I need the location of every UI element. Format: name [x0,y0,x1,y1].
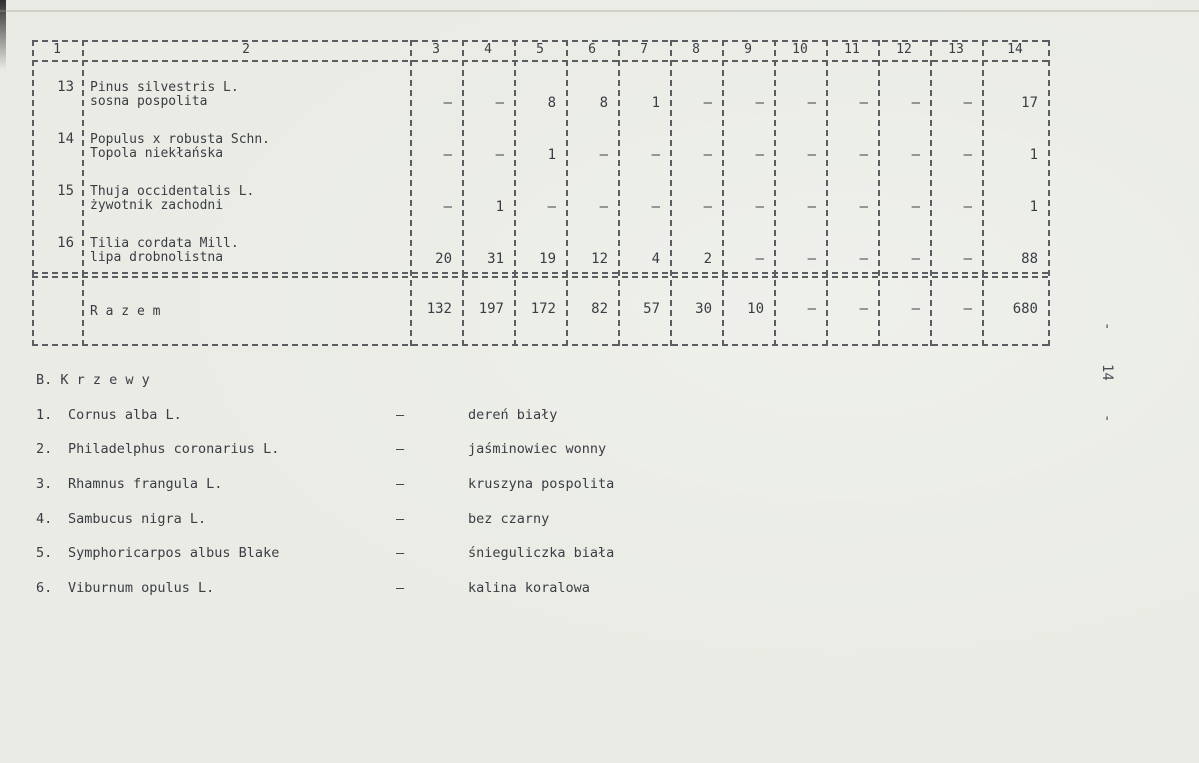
shrub-polish-name: śnieguliczka biała [468,545,615,561]
row-value-cell: – [807,199,816,215]
total-value-cell: 57 [643,301,660,317]
table-bottom-rule [32,344,1048,346]
row-value-cell: – [911,199,920,215]
shrub-item-number: 4. [36,511,53,527]
shrub-polish-name: jaśminowiec wonny [468,441,607,457]
row-value-cell: 1 [495,199,504,215]
column-number-header: 10 [792,42,808,57]
page-fold-line [0,10,1199,12]
row-value-cell: – [859,147,868,163]
shrub-item-number: 1. [36,407,53,423]
column-rule [774,40,776,346]
row-number: 16 [57,235,74,251]
row-value-cell: – [443,199,452,215]
row-value-cell: 31 [487,251,504,267]
row-value-cell: 8 [547,95,556,111]
row-value-cell: – [963,251,972,267]
column-number-header: 11 [844,42,860,57]
column-rule [722,40,724,346]
shrub-item-number: 3. [36,476,53,492]
total-value-cell: 680 [1012,301,1038,317]
section-b-heading: B. K r z e w y [36,372,150,388]
row-value-cell: 4 [651,251,660,267]
row-value-cell: – [651,199,660,215]
column-rule [1048,40,1050,346]
row-value-cell: 8 [599,95,608,111]
row-value-cell: 2 [703,251,712,267]
total-value-cell: 82 [591,301,608,317]
shrub-dash: – [396,511,405,527]
row-value-cell: 1 [651,95,660,111]
shrub-latin-name: Cornus alba L. [68,407,182,423]
column-rule [462,40,464,346]
column-rule [930,40,932,346]
species-polish-name: żywotnik zachodni [90,198,224,213]
shrub-latin-name: Symphoricarpos albus Blake [68,545,280,561]
row-value-cell: – [703,147,712,163]
column-rule [566,40,568,346]
column-rule [982,40,984,346]
shrub-item-number: 6. [36,580,53,596]
species-latin-name: Populus x robusta Schn. [90,132,271,147]
shrub-dash: – [396,580,405,596]
column-rule [514,40,516,346]
column-number-header: 9 [744,42,752,57]
column-number-header: 4 [484,42,492,57]
species-latin-name: Tilia cordata Mill. [90,236,239,251]
column-number-header: 6 [588,42,596,57]
shrub-latin-name: Philadelphus coronarius L. [68,441,280,457]
page-number-left: - [1099,322,1115,331]
row-value-cell: – [807,147,816,163]
row-value-cell: 1 [547,147,556,163]
total-row-label: R a z e m [90,304,161,319]
column-rule [826,40,828,346]
row-number: 13 [57,79,74,95]
column-rule [670,40,672,346]
row-value-cell: – [859,199,868,215]
column-number-header: 13 [948,42,964,57]
column-number-header: 12 [896,42,912,57]
species-latin-name: Thuja occidentalis L. [90,184,255,199]
row-value-cell: – [495,95,504,111]
row-value-cell: – [963,147,972,163]
row-value-cell: – [963,95,972,111]
row-value-cell: – [443,147,452,163]
row-value-cell: – [807,95,816,111]
column-number-header: 7 [640,42,648,57]
shrub-polish-name: bez czarny [468,511,550,527]
shrub-polish-name: kalina koralowa [468,580,590,596]
row-value-cell: – [755,147,764,163]
row-value-cell: 19 [539,251,556,267]
page-number [1097,322,1127,432]
total-value-cell: – [911,301,920,317]
row-value-cell: – [703,95,712,111]
shrub-item-number: 5. [36,545,53,561]
shrub-latin-name: Viburnum opulus L. [68,580,215,596]
column-number-header: 2 [242,42,250,57]
row-value-cell: – [911,95,920,111]
column-rule [82,40,84,346]
row-number: 14 [57,131,74,147]
species-polish-name: Topola niekłańska [90,146,224,161]
total-value-cell: – [859,301,868,317]
total-top-rule-double [32,276,1048,278]
column-number-header: 8 [692,42,700,57]
row-value-cell: 12 [591,251,608,267]
row-value-cell: – [547,199,556,215]
row-value-cell: 88 [1021,251,1038,267]
row-number: 15 [57,183,74,199]
row-value-cell: – [755,95,764,111]
column-rule [618,40,620,346]
total-value-cell: 30 [695,301,712,317]
row-value-cell: – [963,199,972,215]
species-polish-name: lipa drobnolistna [90,250,224,265]
row-value-cell: – [703,199,712,215]
row-value-cell: – [443,95,452,111]
column-rule [878,40,880,346]
page-number-right: - [1099,414,1115,423]
row-value-cell: – [651,147,660,163]
row-value-cell: – [859,251,868,267]
row-value-cell: – [599,147,608,163]
column-rule [32,40,34,346]
row-value-cell: 1 [1029,199,1038,215]
column-number-header: 3 [432,42,440,57]
total-value-cell: – [963,301,972,317]
column-number-header: 1 [53,42,61,57]
row-value-cell: – [911,251,920,267]
shrub-dash: – [396,441,405,457]
row-value-cell: 1 [1029,147,1038,163]
header-bottom-rule [32,60,1048,62]
total-value-cell: 197 [478,301,504,317]
row-value-cell: – [859,95,868,111]
row-value-cell: – [807,251,816,267]
shrub-dash: – [396,545,405,561]
row-value-cell: 20 [435,251,452,267]
shrub-dash: – [396,407,405,423]
total-value-cell: 172 [530,301,556,317]
shrub-dash: – [396,476,405,492]
column-rule [410,40,412,346]
species-polish-name: sosna pospolita [90,94,208,109]
shrub-latin-name: Sambucus nigra L. [68,511,207,527]
page-number-value: 14 [1099,364,1115,381]
total-top-rule [32,272,1048,274]
shrub-polish-name: dereń biały [468,407,558,423]
column-number-header: 5 [536,42,544,57]
row-value-cell: – [755,199,764,215]
row-value-cell: 17 [1021,95,1038,111]
row-value-cell: – [911,147,920,163]
shrub-latin-name: Rhamnus frangula L. [68,476,223,492]
species-table [32,40,1048,350]
shrub-item-number: 2. [36,441,53,457]
total-value-cell: 10 [747,301,764,317]
shrub-polish-name: kruszyna pospolita [468,476,615,492]
species-latin-name: Pinus silvestris L. [90,80,239,95]
total-value-cell: 132 [426,301,452,317]
column-number-header: 14 [1007,42,1023,57]
row-value-cell: – [495,147,504,163]
total-value-cell: – [807,301,816,317]
row-value-cell: – [599,199,608,215]
row-value-cell: – [755,251,764,267]
